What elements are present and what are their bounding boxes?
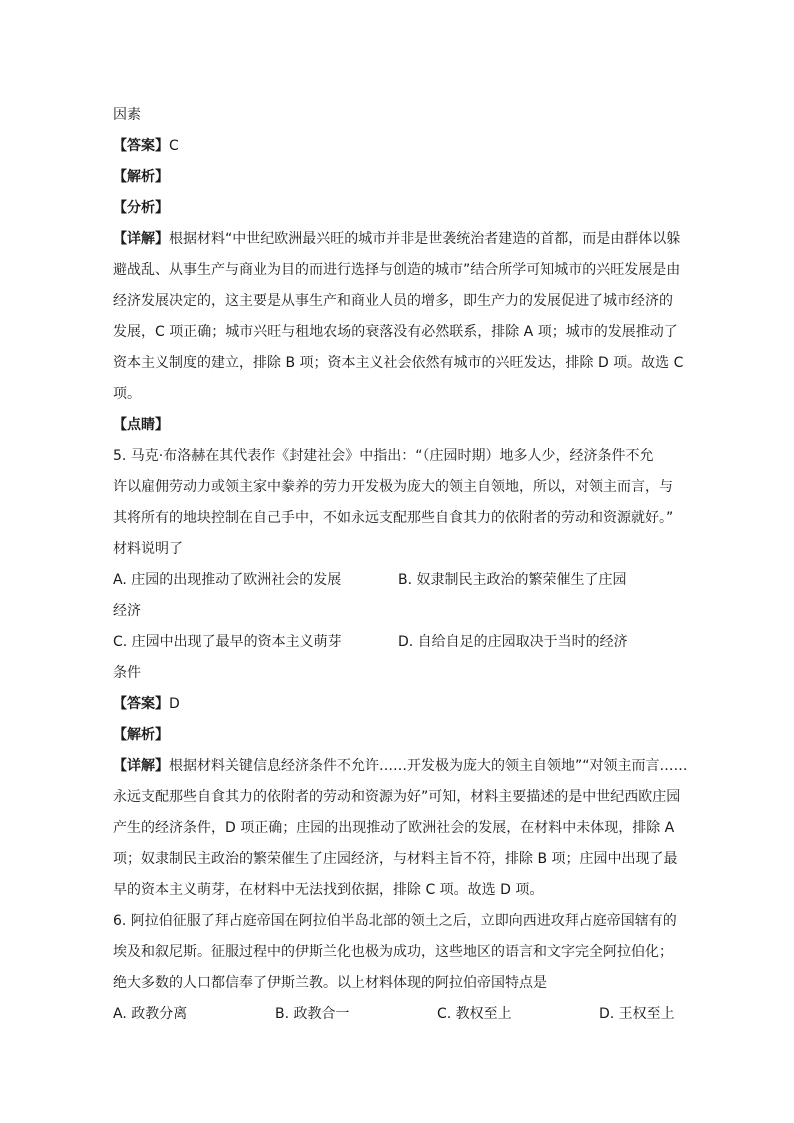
q5-option-b-continuation: 经济 <box>113 603 141 619</box>
answer-tag: 【答案】 <box>113 696 169 712</box>
q4-detail-line: 【详解】根据材料“中世纪欧洲最兴旺的城市并非是世袭统治者建造的首都，而是由群体以躲 <box>113 231 681 247</box>
q6-options-row <box>113 999 683 1030</box>
q6-stem-line: 埃及和叙尼斯。征服过程中的伊斯兰化也极为成功，这些地区的语言和文字完全阿拉伯化； <box>113 944 673 960</box>
q4-detail-line: 避战乱、从事生产与商业为目的而进行选择与创造的城市”结合所学可知城市的兴旺发展是由 <box>113 262 681 278</box>
q5-option-c: C. 庄园中出现了最早的资本主义萌芽 <box>113 634 342 650</box>
q4-breakdown-tag: 【分析】 <box>113 200 169 216</box>
q5-stem-line: 许以雇佣劳动力或领主家中豢养的劳力开发极为庞大的领主自领地，所以，对领主而言，与 <box>113 479 673 495</box>
q4-analysis-tag: 【解析】 <box>113 169 169 185</box>
q6-option-a: A. 政教分离 <box>113 1006 188 1022</box>
q5-option-a: A. 庄园的出现推动了欧洲社会的发展 <box>113 572 342 588</box>
prev-question-continuation: 因素 <box>113 107 141 123</box>
page-content <box>113 100 688 1030</box>
answer-tag: 【答案】 <box>113 138 169 154</box>
q5-stem-line: 材料说明了 <box>113 541 183 557</box>
q4-point-tag: 【点睛】 <box>113 417 169 433</box>
q6-option-c: C. 教权至上 <box>437 1006 512 1022</box>
detail-tag: 【详解】 <box>113 758 169 774</box>
q6-option-b: B. 政教合一 <box>275 1006 350 1022</box>
q5-detail-line: 早的资本主义萌芽，在材料中无法找到依据，排除 C 项。故选 D 项。 <box>113 882 544 898</box>
answer-value: D <box>169 696 180 712</box>
q6-option-d: D. 王权至上 <box>599 1006 675 1022</box>
q5-stem-line: 其将所有的地块控制在自己手中，不如永远支配那些自食其力的依附者的劳动和资源就好。” <box>113 510 674 526</box>
q5-options-row-1 <box>113 565 683 596</box>
q5-detail-line: 永远支配那些自食其力的依附者的劳动和资源为好”可知，材料主要描述的是中世纪西欧庄园 <box>113 789 681 805</box>
q5-stem-line: 5. 马克·布洛赫在其代表作《封建社会》中指出：“（庄园时期）地多人少，经济条件不允 <box>113 448 654 464</box>
q6-stem-line: 6. 阿拉伯征服了拜占庭帝国在阿拉伯半岛北部的领土之后，立即向西进攻拜占庭帝国辖有的 <box>113 913 677 929</box>
q5-options-row-2 <box>113 627 683 658</box>
q5-detail-line: 【详解】根据材料关键信息经济条件不允许……开发极为庞大的领主自领地”“对领主而言…… <box>113 758 688 774</box>
q6-stem-line: 绝大多数的人口都信奉了伊斯兰教。以上材料体现的阿拉伯帝国特点是 <box>113 975 547 991</box>
q4-answer <box>113 131 683 162</box>
q4-detail-line: 项。 <box>113 386 141 402</box>
q5-option-d-continuation: 条件 <box>113 665 141 681</box>
q4-detail-line: 资本主义制度的建立，排除 B 项；资本主义社会依然有城市的兴旺发达，排除 D 项。故选 C <box>113 355 684 371</box>
q4-detail-line: 发展，C 项正确；城市兴旺与租地农场的衰落没有必然联系，排除 A 项；城市的发展推动了 <box>113 324 678 340</box>
q5-analysis-tag: 【解析】 <box>113 727 169 743</box>
detail-tag: 【详解】 <box>113 231 169 247</box>
q5-option-d: D. 自给自足的庄园取决于当时的经济 <box>398 634 628 650</box>
q5-answer <box>113 689 683 720</box>
answer-value: C <box>169 138 179 154</box>
q4-detail-line: 经济发展决定的，这主要是从事生产和商业人员的增多，即生产力的发展促进了城市经济的 <box>113 293 673 309</box>
q5-option-b: B. 奴隶制民主政治的繁荣催生了庄园 <box>398 572 627 588</box>
q5-detail-line: 产生的经济条件，D 项正确；庄园的出现推动了欧洲社会的发展，在材料中未体现，排除 A <box>113 820 675 836</box>
q5-detail-line: 项；奴隶制民主政治的繁荣催生了庄园经济，与材料主旨不符，排除 B 项；庄园中出现了最 <box>113 851 678 867</box>
